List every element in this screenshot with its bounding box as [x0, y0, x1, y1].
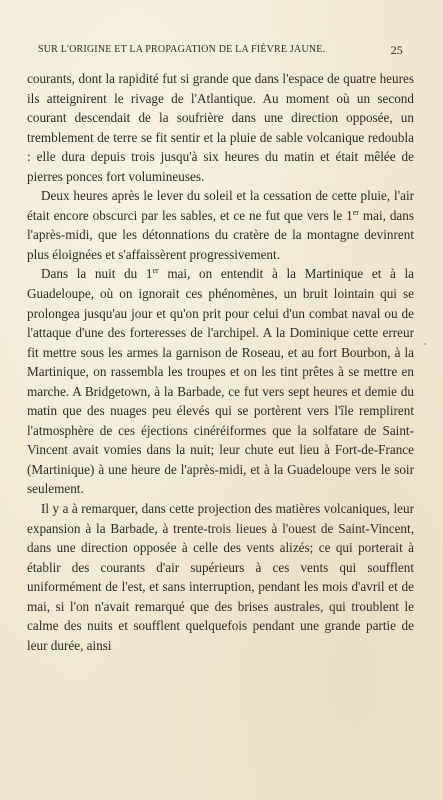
paragraph: [27, 186, 414, 264]
paragraph: [27, 69, 414, 186]
running-header: [38, 44, 403, 60]
paragraph-text: mai, on entendit à la Martinique et à la Guadeloupe, où on ignorait ces phénomènes, un bruit lointain qui se prolongea jusqu'au jour et qu'on prit pour celui d'un combat naval ou de l'attaque d'une des forteresses de l'archipel. A la Dominique cette erreur fit mettre sous les armes la garnison de Roseau, et au fort Bourbon, à la Martinique, on rassembla les troupes et on les tint prêtes à se mettre en marche. A Bridgetown, à la Barbade, ce fut vers sept heures et demie du matin que des nuages peu élevés qui se portèrent vers l'île remplirent l'atmosphère de ces éjections cinéréiformes que la solfatare de Saint-Vincent avait vomies dans la nuit; leur chute eut lieu à Fort-de-France (Martinique) à une heure de l'après-midi, et à la Guadeloupe vers le soir seulement.: [27, 266, 415, 497]
paragraph: [27, 499, 414, 655]
running-title: SUR L'ORIGINE ET LA PROPAGATION DE LA FIÈVRE JAUNE.: [38, 44, 326, 55]
ordinal-superscript: er: [152, 266, 159, 276]
paragraph-text: mai, dans l'après-midi, que les détonnations du cratère de la montagne devinrent plus éloignées et s'affaissèrent progressivement.: [27, 207, 415, 262]
paragraph: [27, 264, 414, 499]
paragraph-text: Il y a à remarquer, dans cette projection des matières volcaniques, leur expansion à la Barbade, à trente-trois lieues à l'ouest de Saint-Vincent, dans une direction opposée à celle des vents alizés; ce qui porterait à établir des courants d'air supérieurs à ces vents qui soufflent uniformément de l'est, et sans interruption, pendant les mois d'avril et de mai, si l'on n'avait remarqué que des brises australes, qui troublent le calme des nuits et soufflent quelquefois pendant une grande partie de leur durée, ainsi: [27, 501, 414, 653]
paragraph-text: Dans la nuit du 1: [41, 266, 153, 282]
paragraph-text: Deux heures après le lever du soleil et la cessation de cette pluie, l'air était encore obscurci par les sables, et ce ne fut que vers le 1: [27, 188, 414, 223]
page-number: 25: [390, 43, 403, 57]
paragraph-text: courants, dont la rapidité fut si grande que dans l'espace de quatre heures ils atteignirent le rivage de l'Atlantique. Au moment où un second courant descendait de la soufrière dans une direction opposée, un tremblement de terre se fit sentir et la pluie de sable volcanique redoubla : elle dura depuis trois jusqu'à six heures du matin et était mêlée de pierres ponces fort volumineuses.: [27, 71, 414, 184]
ordinal-superscript: er: [352, 207, 359, 217]
paper-speck: [424, 343, 426, 345]
body-text: [27, 69, 414, 655]
